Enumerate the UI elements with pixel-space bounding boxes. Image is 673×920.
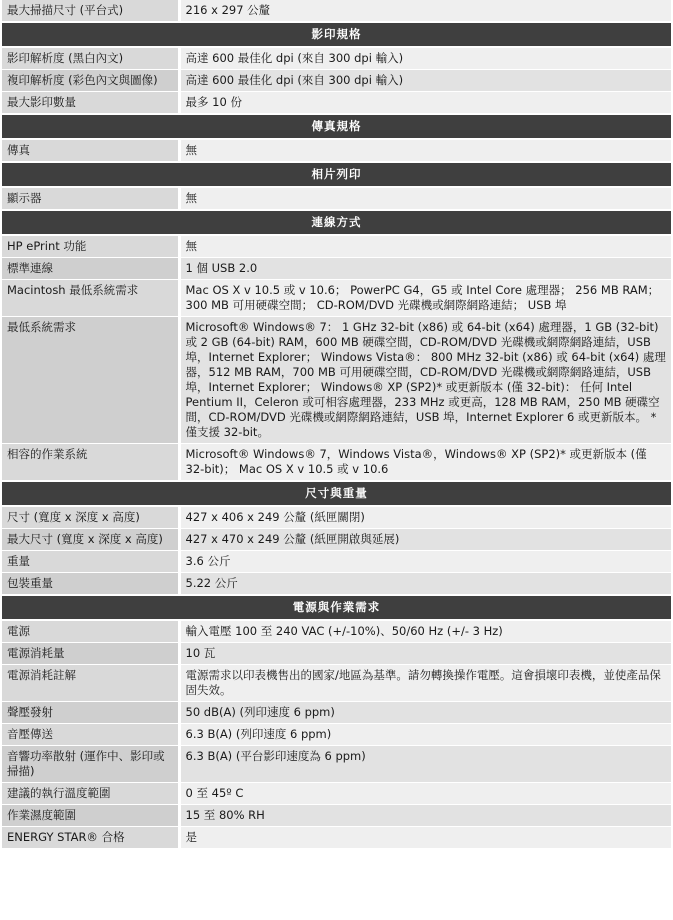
spec-row <box>2 506 671 529</box>
spec-label: 最低系統需求 <box>2 317 179 444</box>
section-header <box>2 595 671 620</box>
spec-value: Microsoft® Windows® 7： 1 GHz 32-bit (x86) 或 64-bit (x64) 處理器，1 GB (32-bit) 或 2 GB (64-bit) RAM，600 MB 硬碟空間，CD-ROM/DVD 光碟機或網際網路連結，USB 埠，Internet Explorer； Windows Vista®： 800 MHz 32-bit (x86) 或 64-bit (x64) 處理器，512 MB RAM，700 MB 可用硬碟空間，CD-ROM/DVD 光碟機或網際網路連結，USB 埠，Internet Explorer； Windows® XP (SP2)* 或更新版本 (僅 32-bit)： 任何 Intel Pentium II，Celeron 或可相容處理器，233 MHz 或更高，128 MB RAM，250 MB 硬碟空間，CD-ROM/DVD 光碟機或網際網路連結，USB 埠，Internet Explorer 6 或更新版本。 *僅支援 32-bit。 <box>179 317 671 444</box>
spec-value: 5.22 公斤 <box>179 573 671 596</box>
section-header <box>2 481 671 506</box>
section-header <box>2 114 671 139</box>
spec-label: 電源 <box>2 620 179 643</box>
spec-row <box>2 70 671 92</box>
spec-row <box>2 529 671 551</box>
spec-label: 尺寸 (寬度 x 深度 x 高度) <box>2 506 179 529</box>
spec-label: 最大尺寸 (寬度 x 深度 x 高度) <box>2 529 179 551</box>
spec-value: 10 瓦 <box>179 643 671 665</box>
spec-row <box>2 827 671 849</box>
spec-row <box>2 258 671 280</box>
spec-label: 傳真 <box>2 139 179 162</box>
spec-label: 音壓傳送 <box>2 724 179 746</box>
spec-value: 無 <box>179 139 671 162</box>
spec-value: 高達 600 最佳化 dpi (來自 300 dpi 輸入) <box>179 70 671 92</box>
spec-value: 50 dB(A) (列印速度 6 ppm) <box>179 702 671 724</box>
section-header <box>2 162 671 187</box>
spec-row <box>2 47 671 70</box>
spec-label: 電源消耗量 <box>2 643 179 665</box>
spec-value: 427 x 470 x 249 公釐 (紙匣開啟與延展) <box>179 529 671 551</box>
spec-row <box>2 702 671 724</box>
section-header <box>2 22 671 47</box>
spec-row <box>2 746 671 783</box>
spec-label: Macintosh 最低系統需求 <box>2 280 179 317</box>
spec-label: HP ePrint 功能 <box>2 235 179 258</box>
spec-row <box>2 139 671 162</box>
spec-value: 216 x 297 公釐 <box>179 0 671 22</box>
spec-row <box>2 783 671 805</box>
spec-label: 重量 <box>2 551 179 573</box>
spec-label: 最大掃描尺寸 (平台式) <box>2 0 179 22</box>
spec-row <box>2 724 671 746</box>
section-title: 連線方式 <box>2 210 671 235</box>
spec-value: 427 x 406 x 249 公釐 (紙匣關閉) <box>179 506 671 529</box>
spec-label: 音響功率散射 (運作中、影印或掃描) <box>2 746 179 783</box>
spec-row <box>2 92 671 115</box>
spec-value: 最多 10 份 <box>179 92 671 115</box>
spec-label: 作業濕度範圍 <box>2 805 179 827</box>
spec-row <box>2 665 671 702</box>
spec-value: 1 個 USB 2.0 <box>179 258 671 280</box>
section-title: 傳真規格 <box>2 114 671 139</box>
spec-value: Mac OS X v 10.5 或 v 10.6； PowerPC G4，G5 或 Intel Core 處理器； 256 MB RAM； 300 MB 可用硬碟空間； CD-ROM/DVD 光碟機或網際網路連結； USB 埠 <box>179 280 671 317</box>
spec-value: 0 至 45º C <box>179 783 671 805</box>
spec-row <box>2 573 671 596</box>
spec-label: 最大影印數量 <box>2 92 179 115</box>
spec-label: ENERGY STAR® 合格 <box>2 827 179 849</box>
spec-value: 3.6 公斤 <box>179 551 671 573</box>
spec-label: 電源消耗註解 <box>2 665 179 702</box>
spec-row <box>2 280 671 317</box>
spec-row <box>2 805 671 827</box>
spec-label: 建議的執行溫度範圍 <box>2 783 179 805</box>
spec-table-body <box>2 0 671 849</box>
spec-value: 是 <box>179 827 671 849</box>
spec-value: 電源需求以印表機售出的國家/地區為基準。請勿轉換操作電壓。這會損壞印表機，並使產品保固失效。 <box>179 665 671 702</box>
section-title: 尺寸與重量 <box>2 481 671 506</box>
spec-row <box>2 0 671 22</box>
spec-value: Microsoft® Windows® 7，Windows Vista®，Windows® XP (SP2)* 或更新版本 (僅 32-bit)； Mac OS X v 10.5 或 v 10.6 <box>179 444 671 482</box>
spec-label: 相容的作業系統 <box>2 444 179 482</box>
section-title: 相片列印 <box>2 162 671 187</box>
spec-row <box>2 643 671 665</box>
spec-row <box>2 235 671 258</box>
spec-table <box>2 0 671 849</box>
section-title: 影印規格 <box>2 22 671 47</box>
spec-label: 顯示器 <box>2 187 179 210</box>
spec-value: 無 <box>179 187 671 210</box>
section-header <box>2 210 671 235</box>
spec-value: 15 至 80% RH <box>179 805 671 827</box>
spec-label: 包裝重量 <box>2 573 179 596</box>
spec-value: 6.3 B(A) (列印速度 6 ppm) <box>179 724 671 746</box>
spec-row <box>2 620 671 643</box>
spec-label: 影印解析度 (黑白內文) <box>2 47 179 70</box>
spec-value: 高達 600 最佳化 dpi (來自 300 dpi 輸入) <box>179 47 671 70</box>
spec-row <box>2 317 671 444</box>
spec-value: 6.3 B(A) (平台影印速度為 6 ppm) <box>179 746 671 783</box>
spec-row <box>2 444 671 482</box>
spec-label: 標準連線 <box>2 258 179 280</box>
spec-row <box>2 551 671 573</box>
spec-label: 聲壓發射 <box>2 702 179 724</box>
spec-value: 輸入電壓 100 至 240 VAC (+/-10%)、50/60 Hz (+/- 3 Hz) <box>179 620 671 643</box>
spec-value: 無 <box>179 235 671 258</box>
spec-label: 複印解析度 (彩色內文與圖像) <box>2 70 179 92</box>
spec-row <box>2 187 671 210</box>
section-title: 電源與作業需求 <box>2 595 671 620</box>
